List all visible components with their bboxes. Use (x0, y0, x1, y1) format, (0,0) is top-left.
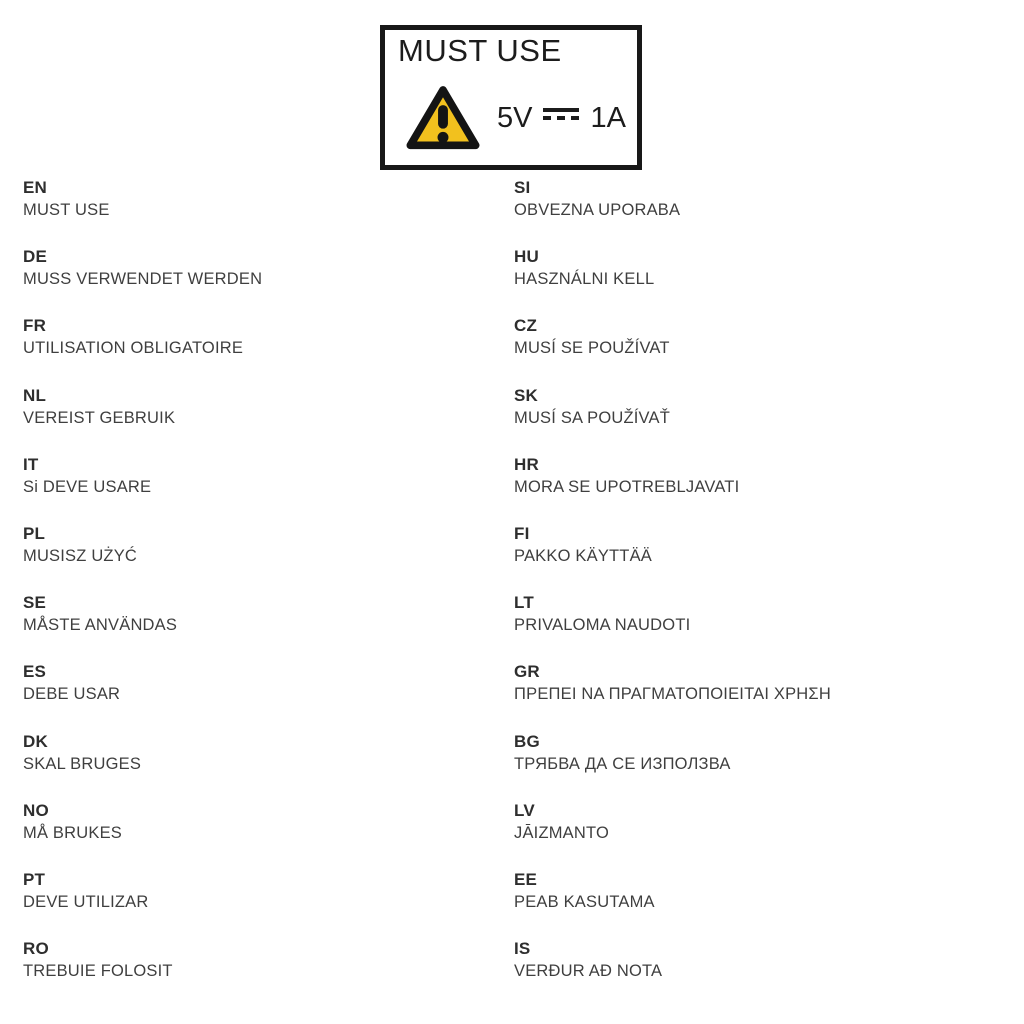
translation-text: MUSS VERWENDET WERDEN (23, 270, 263, 289)
translations-left-column (23, 176, 493, 1006)
language-entry (23, 384, 493, 430)
language-entry (514, 522, 984, 568)
translation-text: ТРЯБВА ДА СЕ ИЗПОЛЗВА (514, 754, 731, 773)
language-code: EN (23, 178, 48, 197)
language-entry (514, 937, 984, 983)
language-entry (514, 314, 984, 360)
language-code: SE (23, 593, 47, 613)
language-code: FR (23, 316, 47, 336)
current-value: 1A (590, 101, 626, 134)
language-code: PT (23, 869, 46, 889)
dc-symbol-icon (543, 108, 579, 121)
language-code: DK (23, 731, 48, 751)
language-code: GR (514, 662, 540, 682)
language-entry (23, 799, 493, 845)
language-entry (23, 660, 493, 706)
language-code: PL (23, 523, 46, 543)
language-code: LV (514, 800, 535, 820)
language-code: LT (514, 593, 534, 613)
language-code: EE (514, 869, 538, 889)
language-code: SI (514, 178, 531, 197)
language-code: FI (514, 523, 530, 543)
translation-text: OBVEZNA UPORABA (514, 201, 681, 219)
language-entry (514, 453, 984, 499)
translation-text: TREBUIE FOLOSIT (23, 962, 173, 981)
language-code: CZ (514, 316, 538, 336)
translation-text: MUST USE (23, 201, 110, 219)
language-code: HR (514, 454, 539, 474)
language-entry (514, 799, 984, 845)
translation-text: MUSÍ SE POUŽÍVAT (514, 339, 670, 358)
language-entry (23, 176, 493, 222)
translation-text: HASZNÁLNI KELL (514, 270, 655, 289)
language-entry (514, 868, 984, 914)
translation-text: PAKKO KÄYTTÄÄ (514, 546, 652, 565)
translation-text: JĀIZMANTO (514, 823, 609, 842)
language-code: DE (23, 247, 48, 267)
translation-text: MORA SE UPOTREBLJAVATI (514, 477, 740, 496)
language-entry (514, 384, 984, 430)
language-entry (23, 591, 493, 637)
language-entry (23, 453, 493, 499)
language-entry (23, 937, 493, 983)
language-code: RO (23, 939, 49, 959)
voltage-value: 5V (497, 101, 533, 134)
translation-text: MÅSTE ANVÄNDAS (23, 616, 178, 635)
translation-text: UTILISATION OBLIGATOIRE (23, 339, 244, 358)
language-code: NO (23, 800, 49, 820)
translation-text: MUSISZ UŻYĆ (23, 546, 138, 565)
translation-text: Si DEVE USARE (23, 477, 152, 496)
language-entry (23, 522, 493, 568)
language-entry (514, 176, 984, 222)
language-code: NL (23, 385, 47, 405)
translation-text: VERÐUR AÐ NOTA (514, 962, 663, 981)
language-code: BG (514, 731, 540, 751)
label-box-body (405, 82, 626, 154)
language-entry (23, 245, 493, 291)
warning-triangle-icon (405, 82, 481, 154)
language-entry (514, 660, 984, 706)
translation-text: MUSÍ SA POUŽÍVAŤ (514, 408, 671, 427)
translation-text: ΠΡΕΠΕΙ ΝΑ ΠΡΑΓΜΑΤΟΠΟΙΕΙΤΑΙ ΧΡΗΣΗ (514, 685, 831, 704)
must-use-label-box (380, 25, 642, 170)
language-code: IS (514, 939, 531, 959)
language-code: SK (514, 385, 539, 405)
translation-text: VEREIST GEBRUIK (23, 408, 176, 427)
language-code: ES (23, 662, 47, 682)
translation-text: PRIVALOMA NAUDOTI (514, 616, 691, 635)
language-entry (23, 868, 493, 914)
language-code: IT (23, 454, 39, 474)
translation-text: DEBE USAR (23, 685, 121, 704)
translation-text: DEVE UTILIZAR (23, 892, 149, 911)
power-rating (497, 102, 626, 135)
translations-right-column (514, 176, 984, 1006)
language-entry (23, 730, 493, 776)
language-entry (23, 314, 493, 360)
language-code: HU (514, 247, 539, 267)
language-entry (514, 730, 984, 776)
translation-text: SKAL BRUGES (23, 754, 142, 773)
translation-text: PEAB KASUTAMA (514, 892, 655, 911)
translation-text: MÅ BRUKES (23, 823, 122, 842)
language-entry (514, 591, 984, 637)
language-entry (514, 245, 984, 291)
label-box-title: MUST USE (398, 33, 562, 68)
